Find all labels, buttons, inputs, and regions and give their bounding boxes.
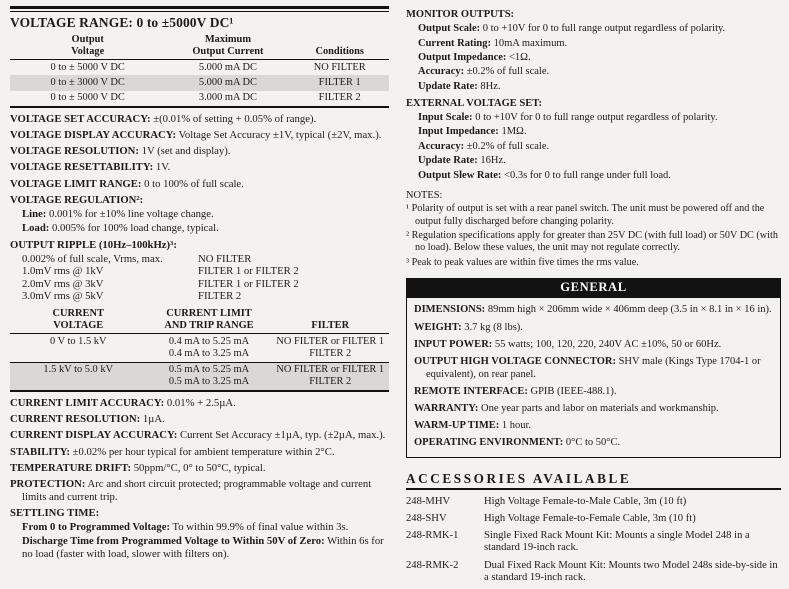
spec-label: Discharge Time from Programmed Voltage to Within 50V of Zero: (22, 535, 325, 548)
table-row (10, 60, 389, 75)
table-cell-line: 0.4 mA to 5.25 mA (168, 335, 250, 347)
spec-label: INPUT POWER: (414, 338, 493, 350)
table-cell-line: FILTER 2 (309, 376, 352, 388)
spec-label: Line: (22, 207, 47, 220)
table-cell-line: 0.4 mA to 3.25 mA (168, 347, 250, 359)
spec-item: VOLTAGE RESETTABILITY: 1V. (10, 161, 171, 174)
spec-item: Accuracy: ±0.2% of full scale. (418, 140, 550, 152)
spec-label: Output Slew Rate: (418, 169, 502, 181)
settling-time-label: SETTLING TIME: (10, 506, 100, 519)
spec-item: Input Scale: 0 to +10V for 0 to full range output regardless of polarity. (418, 111, 718, 123)
spec-label: Output Scale: (418, 23, 481, 35)
accessory-model: 248-RMK-2 (406, 559, 459, 571)
general-box-title: GENERAL (407, 279, 780, 298)
external-voltage-set-label: EXTERNAL VOLTAGE SET: (406, 97, 542, 109)
spec-item: Input Impedance: 1MΩ. (418, 126, 527, 138)
table-cell-line: 0 to ± 5000 V DC (50, 61, 125, 73)
spec-item: STABILITY: ±0.02% per hour typical for ambient temperature within 2°C. (10, 445, 335, 458)
spec-item: Update Rate: 8Hz. (418, 80, 501, 92)
accessory-model: 248-RMK-1 (406, 529, 459, 541)
table-header-line: CURRENT LIMIT (166, 308, 252, 320)
spec-label: Accuracy: (418, 66, 465, 78)
table-header-cell (290, 34, 389, 57)
ripple-value: 2.0mV rms @ 3kV (22, 277, 104, 290)
ripple-filter: FILTER 1 or FILTER 2 (198, 265, 299, 278)
spec-label: WARRANTY: (414, 403, 479, 415)
accessory-description: Dual Fixed Rack Mount Kit: Mounts two Model 248s side-by-side in a standard 19-inch rack. (484, 559, 778, 584)
spec-item: Update Rate: 16Hz. (418, 155, 506, 167)
general-specs-list (407, 298, 780, 456)
table-cell (290, 77, 389, 89)
table-header-line: Conditions (315, 45, 364, 57)
table-cell (272, 336, 389, 360)
spec-label: STABILITY: (10, 445, 70, 458)
spec-item: Accuracy: ±0.2% of full scale. (418, 66, 550, 78)
ripple-row (22, 278, 389, 291)
table-cell-line: FILTER 1 (318, 76, 361, 88)
table-header-line: VOLTAGE (53, 319, 104, 331)
spec-label: PROTECTION: (10, 478, 86, 491)
spec-label: OPERATING ENVIRONMENT: (414, 437, 564, 449)
spec-label: CURRENT DISPLAY ACCURACY: (10, 429, 178, 442)
spec-item: REMOTE INTERFACE: GPIB (IEEE-488.1). (414, 385, 617, 397)
spec-item: Output Impedance: <1Ω. (418, 52, 531, 64)
table-row (10, 334, 389, 361)
spec-item: From 0 to Programmed Voltage: To within 99.9% of final value within 3s. (22, 520, 349, 533)
note-marker: ¹ (406, 203, 410, 215)
ripple-row (22, 253, 389, 266)
spec-item: VOLTAGE LIMIT RANGE: 0 to 100% of full scale. (10, 177, 244, 190)
table-header-row (10, 306, 389, 334)
spec-label: VOLTAGE RESETTABILITY: (10, 161, 154, 174)
table-cell (146, 336, 271, 360)
accessory-item (406, 560, 781, 585)
note-item: ¹ Polarity of output is set with a rear panel switch. The unit must be powered off and the output fully discharged before changing polarity. (406, 203, 765, 227)
accessory-item (406, 496, 781, 509)
table-cell (10, 336, 146, 360)
spec-item: Output Slew Rate: <0.3s for 0 to full range under full load. (418, 169, 671, 181)
table-cell-line: 5.000 mA DC (198, 76, 257, 88)
spec-label: DIMENSIONS: (414, 304, 486, 316)
spec-label: Current Rating: (418, 37, 492, 49)
table-header-line: Output Current (192, 45, 264, 57)
output-ripple-rows (10, 253, 389, 303)
external-voltage-set-subs (406, 112, 781, 182)
table-header-line: CURRENT (52, 308, 104, 320)
voltage-range-table (10, 32, 389, 108)
spec-item: CURRENT DISPLAY ACCURACY: Current Set Accuracy ±1µA, typ. (±2µA, max.). (10, 429, 386, 442)
table-cell (290, 62, 389, 74)
voltage-specs-list (10, 113, 389, 190)
spec-label: Accuracy: (418, 140, 465, 152)
spec-label: Update Rate: (418, 80, 478, 92)
notes-heading: NOTES: (406, 190, 443, 202)
spec-item: Line: 0.001% for ±10% line voltage change. (22, 207, 214, 220)
table-cell-line: 0 V to 1.5 kV (49, 335, 107, 347)
table-cell-line: NO FILTER (313, 61, 366, 73)
spec-item: DIMENSIONS: 89mm high × 206mm wide × 406mm deep (3.5 in × 8.1 in × 16 in). (414, 304, 772, 316)
spec-label: Output Impedance: (418, 52, 507, 64)
table-header-line (290, 34, 389, 46)
ripple-row (22, 290, 389, 303)
output-ripple-heading (10, 239, 389, 252)
table-header-line: AND TRIP RANGE (164, 319, 254, 331)
monitor-outputs-label: MONITOR OUTPUTS: (406, 9, 515, 20)
monitor-outputs-heading (406, 9, 781, 22)
spec-label: WARM-UP TIME: (414, 420, 500, 432)
note-marker: ² (406, 230, 410, 242)
table-cell-line: FILTER 2 (318, 92, 361, 104)
settling-time-subs (10, 521, 389, 560)
table-cell-line: 5.000 mA DC (198, 61, 257, 73)
accessories-list (406, 496, 781, 585)
table-cell-line: NO FILTER or FILTER 1 (276, 335, 385, 347)
table-cell-line: 0.5 mA to 5.25 mA (168, 364, 250, 376)
table-cell (146, 364, 271, 388)
table-cell (10, 364, 146, 388)
accessory-description: Single Fixed Rack Mount Kit: Mounts a single Model 248 in a standard 19-inch rack. (484, 529, 750, 554)
table-cell-line: 1.5 kV to 5.0 kV (43, 364, 114, 376)
note-marker: ³ (406, 257, 410, 269)
table-header-cell (272, 308, 389, 331)
external-voltage-set-heading (406, 98, 781, 111)
spec-label: VOLTAGE SET ACCURACY: (10, 112, 151, 125)
table-cell (165, 92, 290, 104)
spec-label: CURRENT RESOLUTION: (10, 413, 141, 426)
accessory-item (406, 513, 781, 526)
accessory-item (406, 530, 781, 555)
accessory-description: High Voltage Female-to-Male Cable, 3m (10 ft) (484, 495, 687, 507)
spec-item: CURRENT RESOLUTION: 1µA. (10, 413, 165, 426)
ripple-filter: FILTER 2 (198, 290, 242, 303)
table-cell (10, 92, 165, 104)
table-cell-line: 0 to ± 5000 V DC (50, 92, 125, 104)
notes-list (406, 203, 781, 269)
spec-item: VOLTAGE DISPLAY ACCURACY: Voltage Set Accuracy ±1V, typical (±2V, max.). (10, 128, 382, 141)
table-header-line (272, 308, 389, 320)
table-row (10, 75, 389, 90)
output-ripple-label: OUTPUT RIPPLE (10Hz–100kHz)³: (10, 238, 177, 251)
accessory-model: 248-MHV (406, 495, 451, 507)
spec-item: INPUT POWER: 55 watts; 100, 120, 220, 240V AC ±10%, 50 or 60Hz. (414, 338, 722, 350)
voltage-regulation-heading (10, 194, 389, 207)
spec-item: VOLTAGE RESOLUTION: 1V (set and display). (10, 145, 231, 158)
spec-item: VOLTAGE SET ACCURACY: ±(0.01% of setting + 0.05% of range). (10, 112, 317, 125)
spec-item: WARRANTY: One year parts and labor on materials and workmanship. (414, 403, 719, 415)
table-cell (272, 364, 389, 388)
current-limit-table (10, 306, 389, 392)
spec-item: CURRENT LIMIT ACCURACY: 0.01% + 2.5µA. (10, 397, 236, 410)
ripple-value: 3.0mV rms @ 5kV (22, 290, 104, 303)
table-header-row (10, 32, 389, 60)
left-column (10, 6, 389, 589)
spec-item: OPERATING ENVIRONMENT: 0°C to 50°C. (414, 437, 621, 449)
spec-label: Input Impedance: (418, 126, 499, 138)
table-cell-line: 0 to ± 3000 V DC (50, 76, 125, 88)
table-cell (10, 77, 165, 89)
spec-label: VOLTAGE LIMIT RANGE: (10, 177, 142, 190)
table-row (10, 362, 389, 390)
spec-label: Input Scale: (418, 111, 473, 123)
table-row (10, 91, 389, 106)
voltage-regulation-subs (10, 208, 389, 235)
spec-label: TEMPERATURE DRIFT: (10, 461, 132, 474)
spec-item: WARM-UP TIME: 1 hour. (414, 420, 532, 432)
note-item: ² Regulation specifications apply for greater than 25V DC (with full load) or 50V DC (with no load). Below these values, the unit may not regulate correctly. (406, 230, 778, 254)
table-cell-line: 3.000 mA DC (198, 92, 257, 104)
table-header-cell (10, 34, 165, 57)
spec-item: PROTECTION: Arc and short circuit protected; programmable voltage and current limits and current trip. (10, 478, 372, 503)
spec-label: REMOTE INTERFACE: (414, 385, 528, 397)
table-header-cell (10, 308, 146, 331)
spec-label: VOLTAGE DISPLAY ACCURACY: (10, 128, 177, 141)
accessory-model: 248-SHV (406, 512, 447, 524)
table-header-line: Output (71, 34, 104, 45)
monitor-outputs-subs (406, 23, 781, 93)
note-item: ³ Peak to peak values are within five times the rms value. (406, 257, 639, 269)
spec-label: Load: (22, 222, 50, 235)
table-cell-line: 0.5 mA to 3.25 mA (168, 376, 250, 388)
table-cell-line: FILTER 2 (309, 347, 352, 359)
spec-label: VOLTAGE RESOLUTION: (10, 145, 139, 158)
spec-item: WEIGHT: 3.7 kg (8 lbs). (414, 321, 523, 333)
spec-label: OUTPUT HIGH VOLTAGE CONNECTOR: (414, 355, 616, 367)
spec-label: WEIGHT: (414, 321, 462, 333)
current-specs-list (10, 397, 389, 503)
spec-item: Output Scale: 0 to +10V for 0 to full range output regardless of polarity. (418, 23, 726, 35)
table-cell (290, 92, 389, 104)
spec-label: From 0 to Programmed Voltage: (22, 520, 171, 533)
spec-item: Load: 0.005% for 100% load change, typical. (22, 222, 219, 235)
ripple-value: 1.0mV rms @ 1kV (22, 265, 104, 278)
ripple-filter: NO FILTER (198, 252, 252, 265)
spec-item: TEMPERATURE DRIFT: 50ppm/°C, 0° to 50°C, typical. (10, 461, 266, 474)
ripple-value: 0.002% of full scale, Vrms, max. (22, 252, 163, 265)
settling-time-heading (10, 507, 389, 520)
spec-label: CURRENT LIMIT ACCURACY: (10, 397, 165, 410)
spec-label: Update Rate: (418, 155, 478, 167)
table-header-cell (146, 308, 271, 331)
table-header-line: Maximum (204, 34, 251, 45)
table-cell (165, 77, 290, 89)
right-column (406, 6, 783, 589)
top-double-rule (10, 6, 389, 12)
spec-item: OUTPUT HIGH VOLTAGE CONNECTOR: SHV male (Kings Type 1704-1 or equivalent), on rear panel. (414, 355, 761, 380)
spec-item: Current Rating: 10mA maximum. (418, 37, 568, 49)
table-header-line: FILTER (311, 319, 350, 331)
table-cell-line: NO FILTER or FILTER 1 (276, 364, 385, 376)
voltage-regulation-label: VOLTAGE REGULATION²: (10, 193, 144, 206)
table-header-cell (165, 34, 290, 57)
accessory-description: High Voltage Female-to-Female Cable, 3m (10 ft) (484, 512, 696, 524)
ripple-filter: FILTER 1 or FILTER 2 (198, 277, 299, 290)
table-cell (165, 62, 290, 74)
accessories-title: ACCESSORIES AVAILABLE (406, 471, 781, 490)
general-box (406, 278, 781, 457)
table-cell (10, 62, 165, 74)
spec-item: Discharge Time from Programmed Voltage to Within 50V of Zero: Within 6s for no load (faster with load, slower with filters on). (22, 535, 384, 560)
voltage-range-title: VOLTAGE RANGE: 0 to ±5000V DC¹ (10, 15, 234, 30)
ripple-row (22, 265, 389, 278)
table-header-line: Voltage (71, 45, 105, 57)
